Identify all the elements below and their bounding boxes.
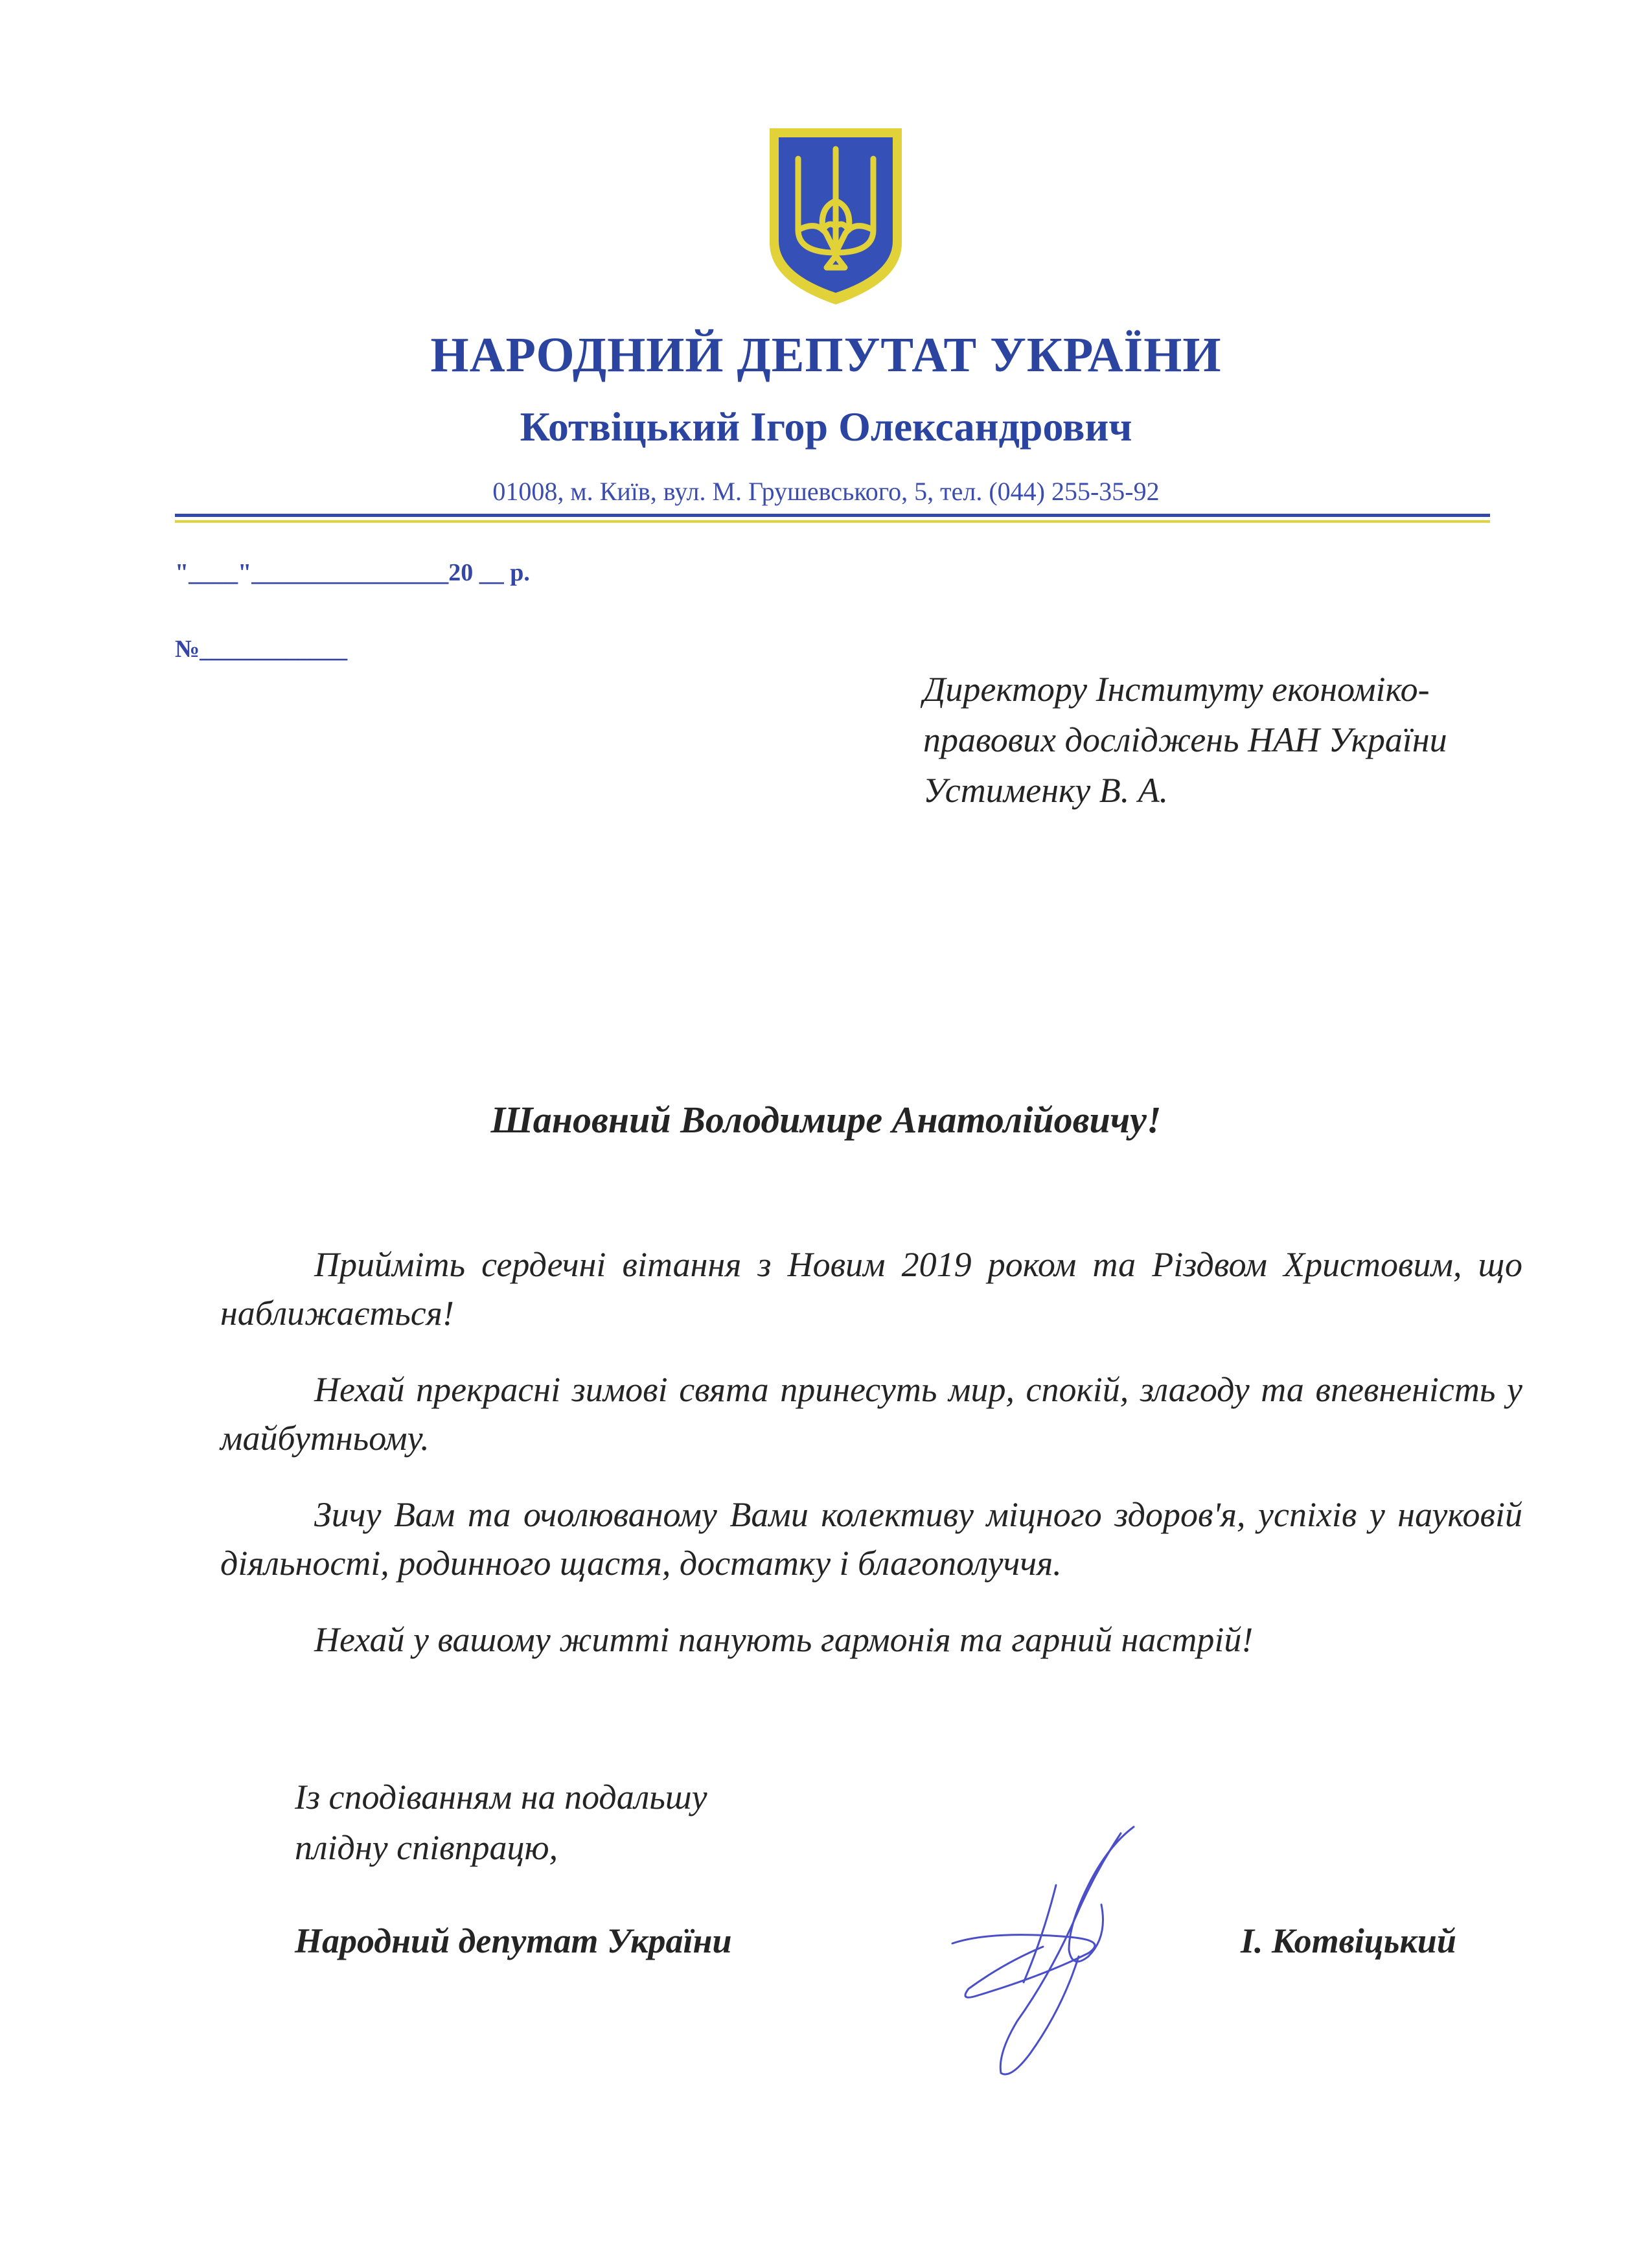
- recipient-block: [923, 664, 1519, 816]
- closing-block: [295, 1772, 707, 1873]
- letterhead-rule-yellow: [175, 520, 1490, 523]
- handwritten-signature: [939, 1807, 1166, 2092]
- body-paragraph: Нехай у вашому житті панують гармонія та гарний настрій!: [314, 1620, 1254, 1659]
- number-field: №____________: [175, 636, 348, 663]
- body-paragraph: Прийміть сердечні вітання з Новим 2019 роком та Різдвом Христовим, що наближається!: [220, 1245, 1522, 1333]
- body-paragraph: Зичу Вам та очолюваному Вами колективу міцного здоров'я, успіхів у науковій діяльності, родинного щастя, достатку і благополуччя.: [220, 1495, 1522, 1583]
- body-paragraph: Нехай прекрасні зимові свята принесуть мир, спокій, злагоду та впевненість у майбутньому.: [220, 1370, 1522, 1458]
- signer-position: Народний депутат України: [295, 1921, 732, 1960]
- signer-name: І. Котвіцький: [1241, 1921, 1456, 1960]
- letterhead-address: 01008, м. Київ, вул. М. Грушевського, 5, тел. (044) 255-35-92: [492, 477, 1160, 506]
- trident-coat-of-arms-icon: [764, 123, 907, 308]
- letterhead-rule-blue: [175, 514, 1490, 517]
- letterhead-name: Котвіцький Ігор Олександрович: [520, 404, 1132, 450]
- letterhead-title: НАРОДНИЙ ДЕПУТАТ УКРАЇНИ: [430, 328, 1222, 382]
- letter-body: [220, 1241, 1522, 1692]
- closing-line: Із сподіванням на подальшу: [295, 1778, 707, 1816]
- recipient-line: Директору Інституту економіко-: [923, 670, 1430, 709]
- date-field: "____"________________20 __ р.: [175, 559, 530, 586]
- greeting: Шановний Володимире Анатолійовичу!: [490, 1099, 1162, 1141]
- recipient-line: Устименку В. А.: [923, 771, 1169, 810]
- recipient-line: правових досліджень НАН України: [923, 720, 1447, 759]
- closing-line: плідну співпрацю,: [295, 1828, 558, 1867]
